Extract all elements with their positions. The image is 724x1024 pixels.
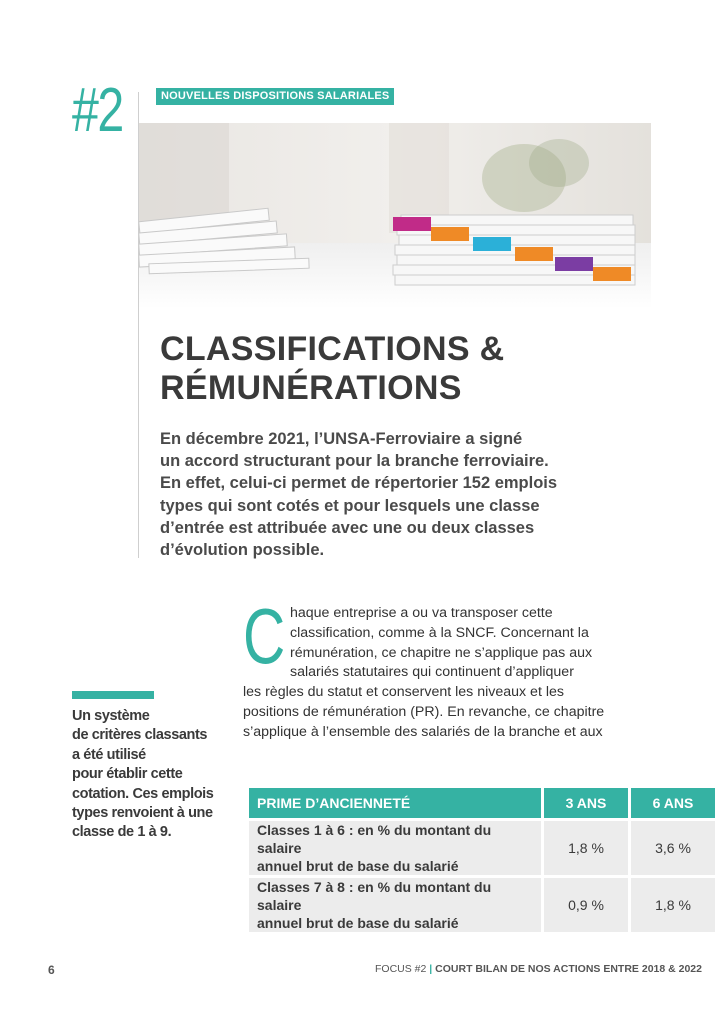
table-row (249, 821, 715, 875)
body-line: positions de rémunération (PR). En revanche, ce chapitre (243, 703, 605, 720)
body-line: haque entreprise a ou va transposer cette (290, 605, 553, 621)
section-tag: NOUVELLES DISPOSITIONS SALARIALES (156, 88, 394, 105)
page-title (160, 330, 504, 408)
page-number: 6 (48, 963, 55, 977)
title-line-2: RÉMUNÉRATIONS (160, 369, 462, 407)
body-paragraph (243, 604, 713, 743)
sidebar-line: types renvoient à une (72, 805, 213, 822)
sidebar-line: classe de 1 à 9. (72, 824, 172, 841)
row-label-line: Classes 1 à 6 : en % du montant du salaire (257, 822, 492, 856)
running-footer (375, 963, 702, 975)
lead-line: d’évolution possible. (160, 541, 325, 560)
row-label (249, 878, 541, 932)
sidebar-line: cotation. Ces emplois (72, 785, 214, 802)
table-row (249, 878, 715, 932)
value-6-ans: 1,8 % (631, 878, 715, 932)
row-label (249, 821, 541, 875)
value-3-ans: 0,9 % (544, 878, 628, 932)
body-line: classification, comme à la SNCF. Concernant la (290, 624, 589, 641)
body-line: s’applique à l’ensemble des salariés de la branche et aux (243, 723, 603, 740)
footer-focus: FOCUS #2 (375, 963, 427, 975)
sidebar-line: Un système (72, 708, 150, 724)
sidebar-line: de critères classants (72, 727, 208, 744)
footer-separator: | (429, 963, 433, 975)
row-label-line: annuel brut de base du salarié (257, 858, 459, 874)
table-header-6-ans: 6 ANS (631, 788, 715, 818)
value-3-ans: 1,8 % (544, 821, 628, 875)
sidebar-line: a été utilisé (72, 746, 146, 763)
lead-line: un accord structurant pour la branche ferroviaire. (160, 452, 549, 471)
row-label-line: Classes 7 à 8 : en % du montant du salaire (257, 879, 492, 913)
sidebar-callout (72, 707, 232, 843)
lead-line: types qui sont cotés et pour lesquels une classe (160, 496, 540, 515)
drop-cap: C (243, 592, 286, 680)
value-6-ans: 3,6 % (631, 821, 715, 875)
body-line: rémunération, ce chapitre ne s’applique pas aux (290, 644, 593, 661)
seniority-bonus-table (246, 785, 718, 935)
lead-line: d’entrée est attribuée avec une ou deux classes (160, 518, 535, 537)
section-number: #2 (72, 76, 123, 145)
lead-line: En effet, celui-ci permet de répertorier 152 emplois (160, 474, 558, 493)
title-line-1: CLASSIFICATIONS & (160, 330, 505, 368)
table-header-3-ans: 3 ANS (544, 788, 628, 818)
lead-line: En décembre 2021, l’UNSA-Ferroviaire a signé (160, 430, 523, 448)
table-header-prime: PRIME D’ANCIENNETÉ (249, 788, 541, 818)
documents-photo (139, 123, 651, 309)
footer-title: COURT BILAN DE NOS ACTIONS ENTRE 2018 & 2022 (435, 963, 702, 975)
body-line: salariés statutaires qui continuent d’appliquer (290, 664, 574, 681)
body-line: les règles du statut et conservent les niveaux et les (243, 684, 564, 701)
lead-paragraph (160, 428, 640, 561)
row-label-line: annuel brut de base du salarié (257, 915, 459, 931)
sidebar-accent-bar (72, 691, 154, 699)
table-header-row (249, 788, 715, 818)
sidebar-line: pour établir cette (72, 766, 183, 783)
